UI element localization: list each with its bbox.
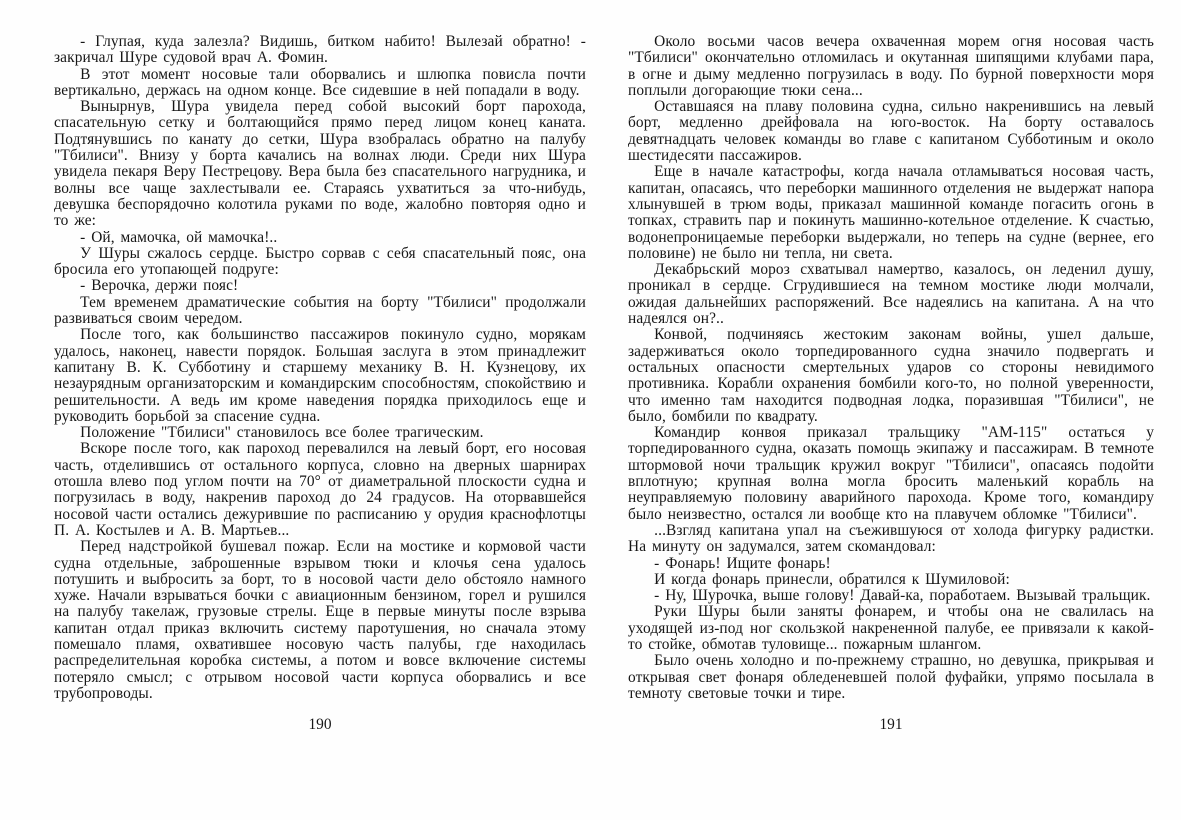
paragraph: - Ну, Шурочка, выше голову! Давай-ка, поработаем. Вызывай тральщик. (654, 587, 1151, 605)
paragraph: И когда фонарь принесли, обратился к Шумиловой: (654, 570, 1010, 588)
paragraph: Положение "Тбилиси" становилось все более трагическим. (80, 424, 484, 442)
paragraph: - Фонарь! Ищите фонарь! (654, 554, 831, 572)
paragraph: Тем временем драматические события на борту "Тбилиси" продолжали развиваться своим чередом. (54, 293, 586, 328)
paragraph: Еще в начале катастрофы, когда начала отламываться носовая часть, капитан, опасаясь, что переборки машинного отделения не выдержат напора хлынувшей в трюм воды, приказал машинной команде погасить огонь в топках, стравить пар и покинуть машинно-котельное отделение. К счастью, водонепроницаемые переборки выдержали, но теперь на судне (вернее, его половине) не было ни тепла, ни света. (628, 163, 1154, 262)
paragraph: У Шуры сжалось сердце. Быстро сорвав с себя спасательный пояс, она бросила его утопающей подруге: (54, 244, 586, 279)
paragraph: - Верочка, держи пояс! (80, 277, 239, 295)
paragraph: Вынырнув, Шура увидела перед собой высокий борт парохода, спасательную сетку и болтающийся прямо перед лицом конец каната. Подтянувшись по канату до сетки, Шура взобралась обратно на палубу "Тбилиси". Внизу у борта качались на волнах люди. Среди них Шура увидела пекаря Веру Пестрецову. Вера была без спасательного нагрудника, и волны все чаще захлестывали ее. Стараясь ухватиться за что-нибудь, девушка беспорядочно колотила руками по воде, жалобно повторяя одно и то же: (54, 98, 586, 230)
paragraph: ...Взгляд капитана упал на съежившуюся от холода фигурку радистки. На минуту он задумался, затем скомандовал: (628, 521, 1154, 556)
page-right (628, 34, 1154, 820)
paragraph: Перед надстройкой бушевал пожар. Если на мостике и кормовой части судна отдельные, заброшенные взрывом тюки и клочья сена удалось потушить и выбросить за борт, то в носовой части дело обстояло намного хуже. Начали взрываться бочки с авиационным бензином, горел и рушился на палубу такелаж, грузовые стрелы. Еще в первые минуты после взрыва капитан отдал приказ включить систему паротушения, но сначала этому помешало пламя, охватившее носовую часть палубы, где находилась распределительная коробка системы, а потом и вовсе включение системы потеряло смысл; с отрывом носовой части корпуса оборвались и все трубопроводы. (54, 538, 586, 702)
page-left-text (54, 34, 586, 702)
paragraph: Декабрьский мороз схватывал намертво, казалось, он леденил душу, проникал в сердце. Сгрудившиеся на темном мостике люди молчали, ожидая дальнейших распоряжений. Все надеялись на капитана. А на что надеялся он?.. (628, 261, 1154, 328)
paragraph: Оставшаяся на плаву половина судна, сильно накренившись на левый борт, медленно дрейфовала на юго-восток. На борту оставалось девятнадцать человек команды во главе с капитаном Субботиным и около шестидесяти пассажиров. (628, 98, 1154, 165)
paragraph: После того, как большинство пассажиров покинуло судно, морякам удалось, наконец, навести порядок. Большая заслуга в этом принадлежит капитану В. К. Субботину и старшему механику В. Н. Кузнецову, их незаурядным организаторским и командирским способностям, спокойствию и решительности. А ведь им кроме наведения порядка приходилось еще и руководить борьбой за спасение судна. (54, 326, 586, 425)
paragraph: Вскоре после того, как пароход перевалился на левый борт, его носовая часть, отделившись от остального корпуса, словно на дверных шарнирах отошла влево под углом почти на 70° от диаметральной плоскости судна и погрузилась в воду, накренив пароход до 24 градусов. На оторвавшейся носовой части остались дежурившие по расписанию у орудия краснофлотцы П. А. Костылев и А. В. Мартьев... (54, 440, 586, 539)
paragraph: - Ой, мамочка, ой мамочка!.. (80, 228, 278, 246)
page-left-number: 190 (308, 716, 332, 734)
paragraph: - Глупая, куда залезла? Видишь, битком набито! Вылезай обратно! - закричал Шуре судовой врач А. Фомин. (54, 33, 586, 67)
paragraph: Было очень холодно и по-прежнему страшно, но девушка, прикрывая и открывая свет фонаря обледеневшей полой фуфайки, упрямо посылала в темноту световые точки и тире. (628, 652, 1154, 702)
paragraph: Конвой, подчиняясь жестоким законам войны, ушел дальше, задерживаться около торпедированного судна значило подвергать и остальных опасности смертельных ударов со стороны невидимого противника. Корабли охранения бомбили кого-то, но полной уверенности, что именно там находится подводная лодка, поразившая "Тбилиси", не было, бомбили по квадрату. (628, 326, 1154, 425)
page-right-text (628, 34, 1154, 702)
paragraph: Командир конвоя приказал тральщику "АМ-115" остаться у торпедированного судна, оказать помощь экипажу и пассажирам. В темноте штормовой ночи тральщик кружил вокруг "Тбилиси", опасаясь подойти вплотную; крупная волна могла бросить маленький корабль на неуправляемую половину аварийного парохода. Кроме того, командиру было неизвестно, остался ли вообще кто на плавучем обломке "Тбилиси". (628, 424, 1154, 523)
page-left (54, 34, 586, 820)
paragraph: В этот момент носовые тали оборвались и шлюпка повисла почти вертикально, держась на одном конце. Все сидевшие в ней попадали в воду. (54, 65, 586, 99)
page-right-number: 191 (879, 716, 903, 734)
paragraph: Руки Шуры были заняты фонарем, и чтобы она не свалилась на уходящей из-под ног скользкой накрененной палубе, ее привязали к какой-то стойке, обмотав туловище... пожарным шлангом. (628, 603, 1154, 653)
paragraph: Около восьми часов вечера охваченная морем огня носовая часть "Тбилиси" окончательно отломилась и окутанная шипящими клубами пара, в огне и дыму медленно погрузилась в воду. По бурной поверхности моря поплыли догорающие тюки сена... (628, 33, 1154, 99)
